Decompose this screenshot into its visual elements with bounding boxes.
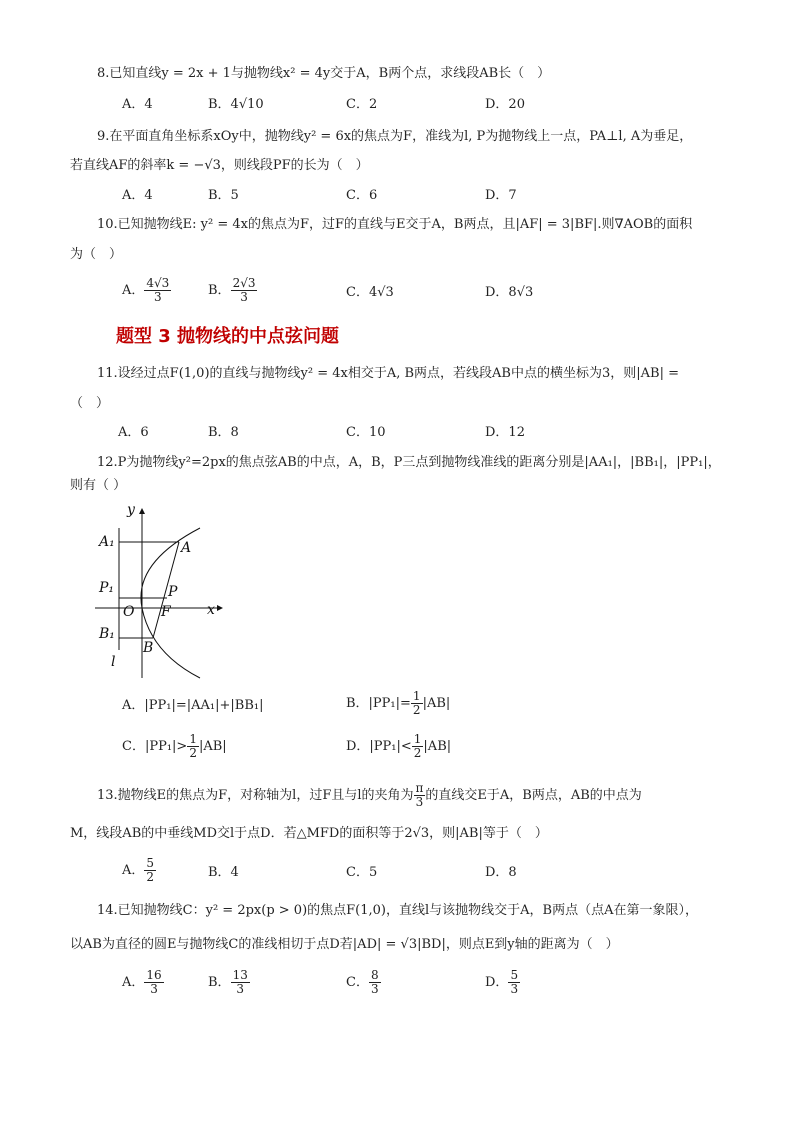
q14-option-a-fraction <box>144 969 163 996</box>
q10-stem-line1: 10.已知抛物线E: y² = 4x的焦点为F，过F的直线与E交于A，B两点，且|AF| = 3|BF|.则∇AOB的面积 <box>97 217 693 232</box>
x-axis-arrow <box>217 605 223 611</box>
fraction-numerator: 1 <box>412 689 421 703</box>
q13-option-b: B．4 <box>208 865 239 880</box>
q14-stem-line2: 以AB为直径的圆E与抛物线C的准线相切于点D若|AD| = √3|BD|，则点E到y轴的距离为（ ） <box>70 937 619 952</box>
q14-option-a <box>122 969 164 996</box>
label-o: O <box>123 604 135 620</box>
q8-option-c: C．2 <box>346 97 378 112</box>
q13-option-a <box>122 857 156 884</box>
q11-option-c: C．10 <box>346 425 386 440</box>
fraction-denominator: 3 <box>240 290 248 304</box>
q13-option-a-fraction <box>144 857 156 884</box>
q12-option-a: A．|PP₁|=|AA₁|+|BB₁| <box>122 698 264 713</box>
q14-option-c-label: C． <box>346 975 369 990</box>
q11-option-b: B．8 <box>208 425 239 440</box>
angle-fraction <box>414 782 426 809</box>
q10-option-b-label: B． <box>208 283 231 298</box>
fraction-numerator: 1 <box>189 732 197 746</box>
label-x: x <box>207 602 215 618</box>
section-heading: 题型 3 抛物线的中点弦问题 <box>116 326 340 347</box>
q14-option-b-fraction <box>231 969 250 996</box>
fraction-numerator: 1 <box>413 732 422 746</box>
q12-stem-line1: 12.P为抛物线y²=2px的焦点弦AB的中点，A，B，P三点到抛物线准线的距离分别是|AA₁|，|BB₁|，|PP₁|， <box>97 455 721 470</box>
q14-option-d-label: D． <box>485 975 509 990</box>
q11-stem-line1: 11.设经过点F(1,0)的直线与抛物线y² = 4x相交于A, B两点，若线段AB中点的横坐标为3，则|AB| = <box>97 366 679 381</box>
q10-option-c: C．4√3 <box>346 285 394 300</box>
label-b: B <box>143 640 154 656</box>
label-a: A <box>181 540 192 556</box>
q14-option-a-label: A． <box>122 975 145 990</box>
y-axis-arrow <box>139 508 145 514</box>
half-fraction <box>411 690 423 717</box>
q9-stem-line2: 若直线AF的斜率k = −√3，则线段PF的长为（ ） <box>70 158 369 173</box>
q10-option-b <box>208 277 257 304</box>
q10-option-a-fraction <box>144 277 171 304</box>
q14-option-b <box>208 969 250 996</box>
fraction-numerator: 2√3 <box>232 276 256 290</box>
q12-option-d <box>346 733 451 760</box>
q10-option-a <box>122 277 171 304</box>
fraction-denominator: 3 <box>415 795 424 809</box>
fraction-numerator: 5 <box>510 968 519 982</box>
fraction-denominator: 2 <box>146 870 155 884</box>
q13-stem-line1 <box>97 782 642 809</box>
q9-option-b: B．5 <box>208 188 239 203</box>
fraction-denominator: 3 <box>154 290 162 304</box>
q14-option-b-label: B． <box>208 975 231 990</box>
label-a1: A₁ <box>99 534 115 550</box>
q12-stem-line2: 则有（ ） <box>70 478 127 493</box>
fraction-denominator: 2 <box>189 746 197 760</box>
q12-option-d-tail: |AB| <box>423 739 452 754</box>
q13-stem-part2: 的直线交E于A，B两点，AB的中点为 <box>425 788 642 803</box>
fraction-denominator: 3 <box>236 982 245 996</box>
q9-stem-line1: 9.在平面直角坐标系xOy中，抛物线y² = 6x的焦点为F，准线为l, P为抛物线上一点，PA⊥l, A为垂足， <box>97 129 693 144</box>
q14-option-c-fraction <box>369 969 381 996</box>
half-fraction <box>187 733 199 760</box>
q14-option-d <box>485 969 520 996</box>
q12-option-c-label: C．|PP₁|> <box>122 739 188 754</box>
q13-stem-part1: 13.抛物线E的焦点为F，对称轴为l，过F且与l的夹角为 <box>97 788 414 803</box>
label-p1: P₁ <box>99 580 115 596</box>
q12-option-b-label: B．|PP₁|= <box>346 696 411 711</box>
q12-option-c <box>122 733 227 760</box>
fraction-numerator: 16 <box>146 968 162 982</box>
q12-option-c-tail: |AB| <box>198 739 227 754</box>
q8-option-b: B．4√10 <box>208 97 264 112</box>
q11-stem-line2: （ ） <box>70 396 110 411</box>
q14-option-d-fraction <box>508 969 520 996</box>
fraction-denominator: 3 <box>150 982 158 996</box>
q8-option-d: D．20 <box>485 97 525 112</box>
q9-option-c: C．6 <box>346 188 378 203</box>
q8-option-a: A．4 <box>122 97 153 112</box>
q10-stem-line2: 为（ ） <box>70 247 123 262</box>
q10-option-b-fraction <box>231 277 258 304</box>
fraction-numerator: 13 <box>232 968 248 982</box>
parabola-focal-chord-figure <box>95 500 225 680</box>
q14-option-c <box>346 969 381 996</box>
q12-option-d-label: D．|PP₁|< <box>346 739 412 754</box>
half-fraction <box>412 733 424 760</box>
fraction-denominator: 3 <box>370 982 379 996</box>
q10-option-a-label: A． <box>122 283 145 298</box>
q9-option-a: A．4 <box>122 188 153 203</box>
fraction-numerator: 5 <box>146 856 155 870</box>
q11-option-d: D．12 <box>485 425 525 440</box>
q12-option-b <box>346 690 450 717</box>
fraction-numerator: 4√3 <box>146 276 170 290</box>
fraction-numerator: 8 <box>370 968 379 982</box>
q13-option-c: C．5 <box>346 865 378 880</box>
label-l: l <box>111 654 116 670</box>
q13-option-a-label: A． <box>122 863 145 878</box>
q11-option-a: A．6 <box>118 425 149 440</box>
label-p: P <box>168 584 178 600</box>
q13-stem-line2: M，线段AB的中垂线MD交l于点D．若△MFD的面积等于2√3，则|AB|等于（ ） <box>70 826 548 841</box>
q10-option-d: D．8√3 <box>485 285 534 300</box>
fraction-numerator: π <box>415 781 424 795</box>
label-f: F <box>161 604 171 620</box>
fraction-denominator: 3 <box>510 982 519 996</box>
label-b1: B₁ <box>99 626 115 642</box>
fraction-denominator: 2 <box>413 746 422 760</box>
fraction-denominator: 2 <box>412 703 421 717</box>
q12-option-b-tail: |AB| <box>422 696 451 711</box>
label-y: y <box>127 502 135 518</box>
q9-option-d: D．7 <box>485 188 517 203</box>
q14-stem-line1: 14.已知抛物线C：y² = 2px(p > 0)的焦点F(1,0)，直线l与该抛物线交于A，B两点（点A在第一象限）， <box>97 903 698 918</box>
q8-stem: 8.已知直线y = 2x + 1与抛物线x² = 4y交于A，B两个点，求线段AB长（ ） <box>97 66 551 81</box>
q13-option-d: D．8 <box>485 865 517 880</box>
